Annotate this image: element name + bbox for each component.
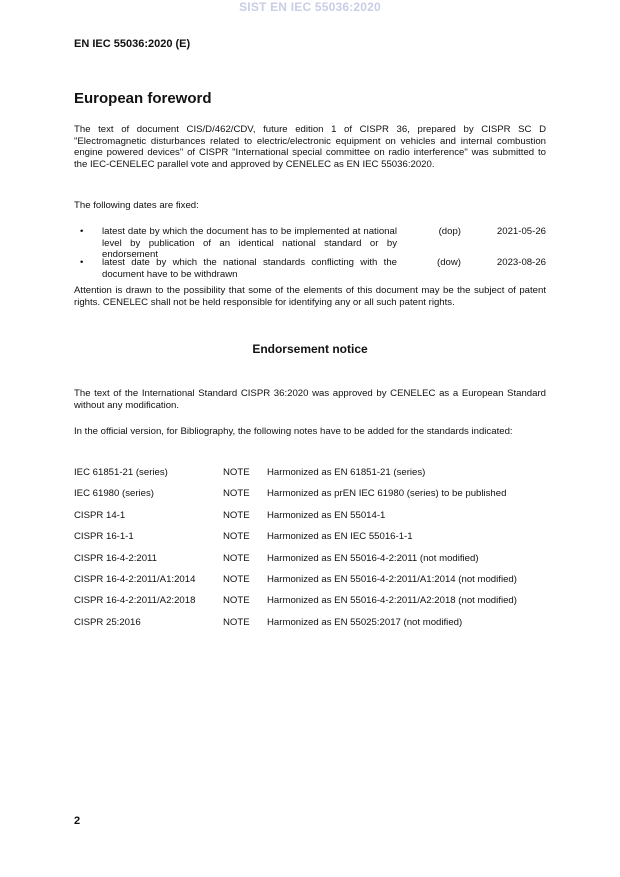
note-text: Harmonized as EN 61851-21 (series) [267, 467, 426, 478]
note-label: NOTE [223, 510, 250, 521]
note-standard: CISPR 16-4-2:2011/A1:2014 [74, 574, 196, 585]
section-title-endorsement: Endorsement notice [252, 342, 368, 356]
note-standard: CISPR 16-4-2:2011/A2:2018 [74, 595, 196, 606]
bullet-code: (dop) [438, 226, 461, 237]
bullet-code: (dow) [437, 257, 461, 268]
note-text: Harmonized as EN 55016-4-2:2011 (not modified) [267, 553, 479, 564]
note-label: NOTE [223, 488, 250, 499]
page-number: 2 [74, 815, 81, 827]
note-label: NOTE [223, 595, 250, 606]
patent-attention-paragraph: Attention is drawn to the possibility that some of the elements of this document may be the subject of patent rights. CENELEC shall not be held responsible for identifying any or all such patent rights. [74, 285, 546, 308]
note-text: Harmonized as EN 55014-1 [267, 510, 386, 521]
bibliography-intro-paragraph: In the official version, for Bibliography, the following notes have to be added for the standards indicated: [74, 426, 513, 437]
note-label: NOTE [223, 467, 250, 478]
bullet-date: 2023-08-26 [496, 257, 546, 268]
note-standard: IEC 61851-21 (series) [74, 467, 168, 478]
bullet-text: latest date by which the national standards conflicting with the document have to be withdrawn [102, 257, 397, 280]
bullet-date: 2021-05-26 [496, 226, 546, 237]
note-text: Harmonized as EN IEC 55016-1-1 [267, 531, 413, 542]
bullet-symbol: • [80, 226, 84, 237]
note-label: NOTE [223, 553, 250, 564]
note-label: NOTE [223, 531, 250, 542]
note-label: NOTE [223, 617, 250, 628]
note-text: Harmonized as EN 55016-4-2:2011/A2:2018 (not modified) [267, 595, 517, 606]
dates-intro-paragraph: The following dates are fixed: [74, 200, 199, 211]
note-standard: IEC 61980 (series) [74, 488, 154, 499]
note-standard: CISPR 16-4-2:2011 [74, 553, 158, 564]
bullet-text: latest date by which the document has to be implemented at national level by publication of an identical national standard or by endorsement [102, 226, 397, 261]
note-text: Harmonized as prEN IEC 61980 (series) to be published [267, 488, 507, 499]
note-text: Harmonized as EN 55016-4-2:2011/A1:2014 (not modified) [267, 574, 517, 585]
watermark: SIST EN IEC 55036:2020 [239, 0, 381, 14]
note-standard: CISPR 25:2016 [74, 617, 141, 628]
section-title-foreword: European foreword [74, 90, 212, 107]
bullet-symbol: • [80, 257, 84, 268]
foreword-intro-paragraph: The text of document CIS/D/462/CDV, future edition 1 of CISPR 36, prepared by CISPR SC D "Electromagnetic disturbances related to electric/electronic equipment on vehicles and internal combustion engine powered devices" of CISPR "International special committee on radio interference" was submitted to the IEC-CENELEC parallel vote and approved by CENELEC as EN IEC 55036:2020. [74, 124, 546, 170]
document-id-header: EN IEC 55036:2020 (E) [74, 38, 191, 50]
note-standard: CISPR 14-1 [74, 510, 126, 521]
note-standard: CISPR 16-1-1 [74, 531, 134, 542]
note-label: NOTE [223, 574, 250, 585]
endorsement-paragraph: The text of the International Standard CISPR 36:2020 was approved by CENELEC as a European Standard without any modification. [74, 388, 546, 411]
note-text: Harmonized as EN 55025:2017 (not modified) [267, 617, 463, 628]
